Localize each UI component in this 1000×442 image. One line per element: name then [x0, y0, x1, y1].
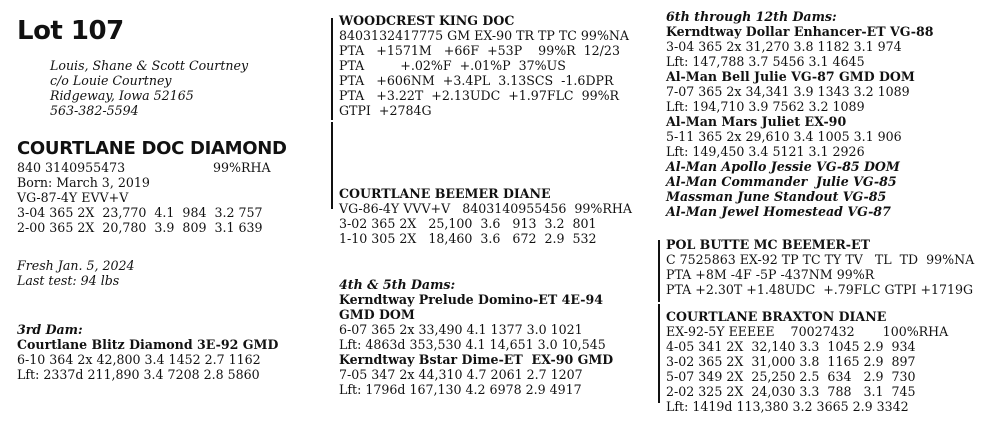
mgd-name: COURTLANE BRAXTON DIANE [666, 309, 887, 324]
animal-record: 3-04 365 2X 23,770 4.1 984 3.2 757 [17, 205, 263, 220]
animal-record: 2-00 365 2X 20,780 3.9 809 3.1 639 [17, 220, 263, 235]
mgd-line: Lft: 1419d 113,380 3.2 3665 2.9 3342 [666, 399, 909, 414]
mgs-bracket-line [658, 240, 660, 302]
animal-born: Born: March 3, 2019 [17, 175, 150, 190]
mgd-line: 5-07 349 2X 25,250 2.5 634 2.9 730 [666, 369, 916, 384]
sire-block [339, 13, 629, 118]
fourth-dam-name: Kerndtway Prelude Domino-ET 4E-94 [339, 292, 603, 307]
fresh-date: Fresh Jan. 5, 2024 [17, 258, 135, 273]
mgs-name: POL BUTTE MC BEEMER-ET [666, 237, 870, 252]
mgd-line: 4-05 341 2X 32,140 3.3 1045 2.9 934 [666, 339, 916, 354]
sire-name: WOODCREST KING DOC [339, 13, 515, 28]
dam-line: 3-02 365 2X 25,100 3.6 913 3.2 801 [339, 216, 597, 231]
sire-line: PTA +3.22T +2.13UDC +1.97FLC 99%R [339, 88, 620, 103]
consignor-name: Louis, Shane & Scott Courtney [50, 58, 249, 73]
fourth-dam-lifetime: Lft: 4863d 353,530 4.1 14,651 3.0 10,545 [339, 337, 606, 352]
sixth-dam-lifetime: Lft: 147,788 3.7 5456 3.1 4645 [666, 54, 865, 69]
third-dam-name: Courtlane Blitz Diamond 3E-92 GMD [17, 337, 279, 352]
animal-block [17, 160, 317, 235]
third-dam-lifetime: Lft: 2337d 211,890 3.4 7208 2.8 5860 [17, 367, 260, 382]
animal-classification: VG-87-4Y EVV+V [17, 190, 129, 205]
eighth-dam-lifetime: Lft: 149,450 3.4 5121 3.1 2926 [666, 144, 865, 159]
lot-number: Lot 107 [17, 16, 124, 46]
sire-bracket-line [331, 18, 333, 120]
eleventh-dam-name: Massman June Standout VG-85 [666, 189, 887, 204]
consignor-block [50, 58, 248, 118]
fourth-fifth-heading: 4th & 5th Dams: [339, 277, 456, 292]
third-dam-heading: 3rd Dam: [17, 322, 83, 337]
eighth-dam-name: Al-Man Mars Juliet EX-90 [666, 114, 847, 129]
sire-line: PTA +1571M +66F +53P 99%R 12/23 [339, 43, 620, 58]
fourth-dam-name-cont: GMD DOM [339, 307, 415, 322]
third-dam-block [17, 322, 278, 382]
mgd-line: 3-02 365 2X 31,000 3.8 1165 2.9 897 [666, 354, 916, 369]
fifth-dam-lifetime: Lft: 1796d 167,130 4.2 6978 2.9 4917 [339, 382, 582, 397]
fourth-fifth-dams-block [339, 277, 613, 397]
fresh-block [17, 258, 135, 288]
mgs-line: C 7525863 EX-92 TP TC TY TV TL TD 99%NA [666, 252, 975, 267]
sixth-twelfth-heading: 6th through 12th Dams: [666, 9, 837, 24]
fourth-dam-record: 6-07 365 2x 33,490 4.1 1377 3.0 1021 [339, 322, 583, 337]
animal-rha: 99%RHA [213, 160, 271, 175]
mgd-line: 2-02 325 2X 24,030 3.3 788 3.1 745 [666, 384, 916, 399]
seventh-dam-name: Al-Man Bell Julie VG-87 GMD DOM [666, 69, 915, 84]
fifth-dam-name: Kerndtway Bstar Dime-ET EX-90 GMD [339, 352, 614, 367]
sire-line: GTPI +2784G [339, 103, 432, 118]
eighth-dam-record: 5-11 365 2x 29,610 3.4 1005 3.1 906 [666, 129, 902, 144]
mgs-line: PTA +8M -4F -5P -437NM 99%R [666, 267, 875, 282]
tenth-dam-name: Al-Man Commander Julie VG-85 [666, 174, 897, 189]
last-test: Last test: 94 lbs [17, 273, 120, 288]
dam-name: COURTLANE BEEMER DIANE [339, 186, 551, 201]
sire-line: 8403132417775 GM EX-90 TR TP TC 99%NA [339, 28, 630, 43]
sixth-dam-record: 3-04 365 2x 31,270 3.8 1182 3.1 974 [666, 39, 902, 54]
dam-block [339, 186, 632, 246]
animal-id-line [17, 160, 317, 175]
dam-line: VG-86-4Y VVV+V 8403140955456 99%RHA [339, 201, 632, 216]
ninth-dam-name: Al-Man Apollo Jessie VG-85 DOM [666, 159, 900, 174]
consignor-phone: 563-382-5594 [50, 103, 139, 118]
sixth-dam-name: Kerndtway Dollar Enhancer-ET VG-88 [666, 24, 934, 39]
animal-id: 840 3140955473 [17, 160, 126, 175]
sire-line: PTA +606NM +3.4PL 3.13SCS -1.6DPR [339, 73, 614, 88]
consignor-city: Ridgeway, Iowa 52165 [50, 88, 194, 103]
mgs-block [666, 237, 974, 297]
seventh-dam-lifetime: Lft: 194,710 3.9 7562 3.2 1089 [666, 99, 865, 114]
mgs-line: PTA +2.30T +1.48UDC +.79FLC GTPI +1719G [666, 282, 974, 297]
sire-line: PTA +.02%F +.01%P 37%US [339, 58, 566, 73]
mgd-block [666, 309, 948, 414]
twelfth-dam-name: Al-Man Jewel Homestead VG-87 [666, 204, 891, 219]
consignor-attn: c/o Louie Courtney [50, 73, 172, 88]
seventh-dam-record: 7-07 365 2x 34,341 3.9 1343 3.2 1089 [666, 84, 910, 99]
mgd-line: EX-92-5Y EEEEE 70027432 100%RHA [666, 324, 949, 339]
third-dam-record: 6-10 364 2x 42,800 3.4 1452 2.7 1162 [17, 352, 261, 367]
animal-name: COURTLANE DOC DIAMOND [17, 138, 287, 159]
mgd-bracket-line [658, 304, 660, 403]
dam-bracket-line [331, 122, 333, 209]
dam-line: 1-10 305 2X 18,460 3.6 672 2.9 532 [339, 231, 597, 246]
sixth-twelfth-dams-block [666, 9, 934, 219]
fifth-dam-record: 7-05 347 2x 44,310 4.7 2061 2.7 1207 [339, 367, 583, 382]
